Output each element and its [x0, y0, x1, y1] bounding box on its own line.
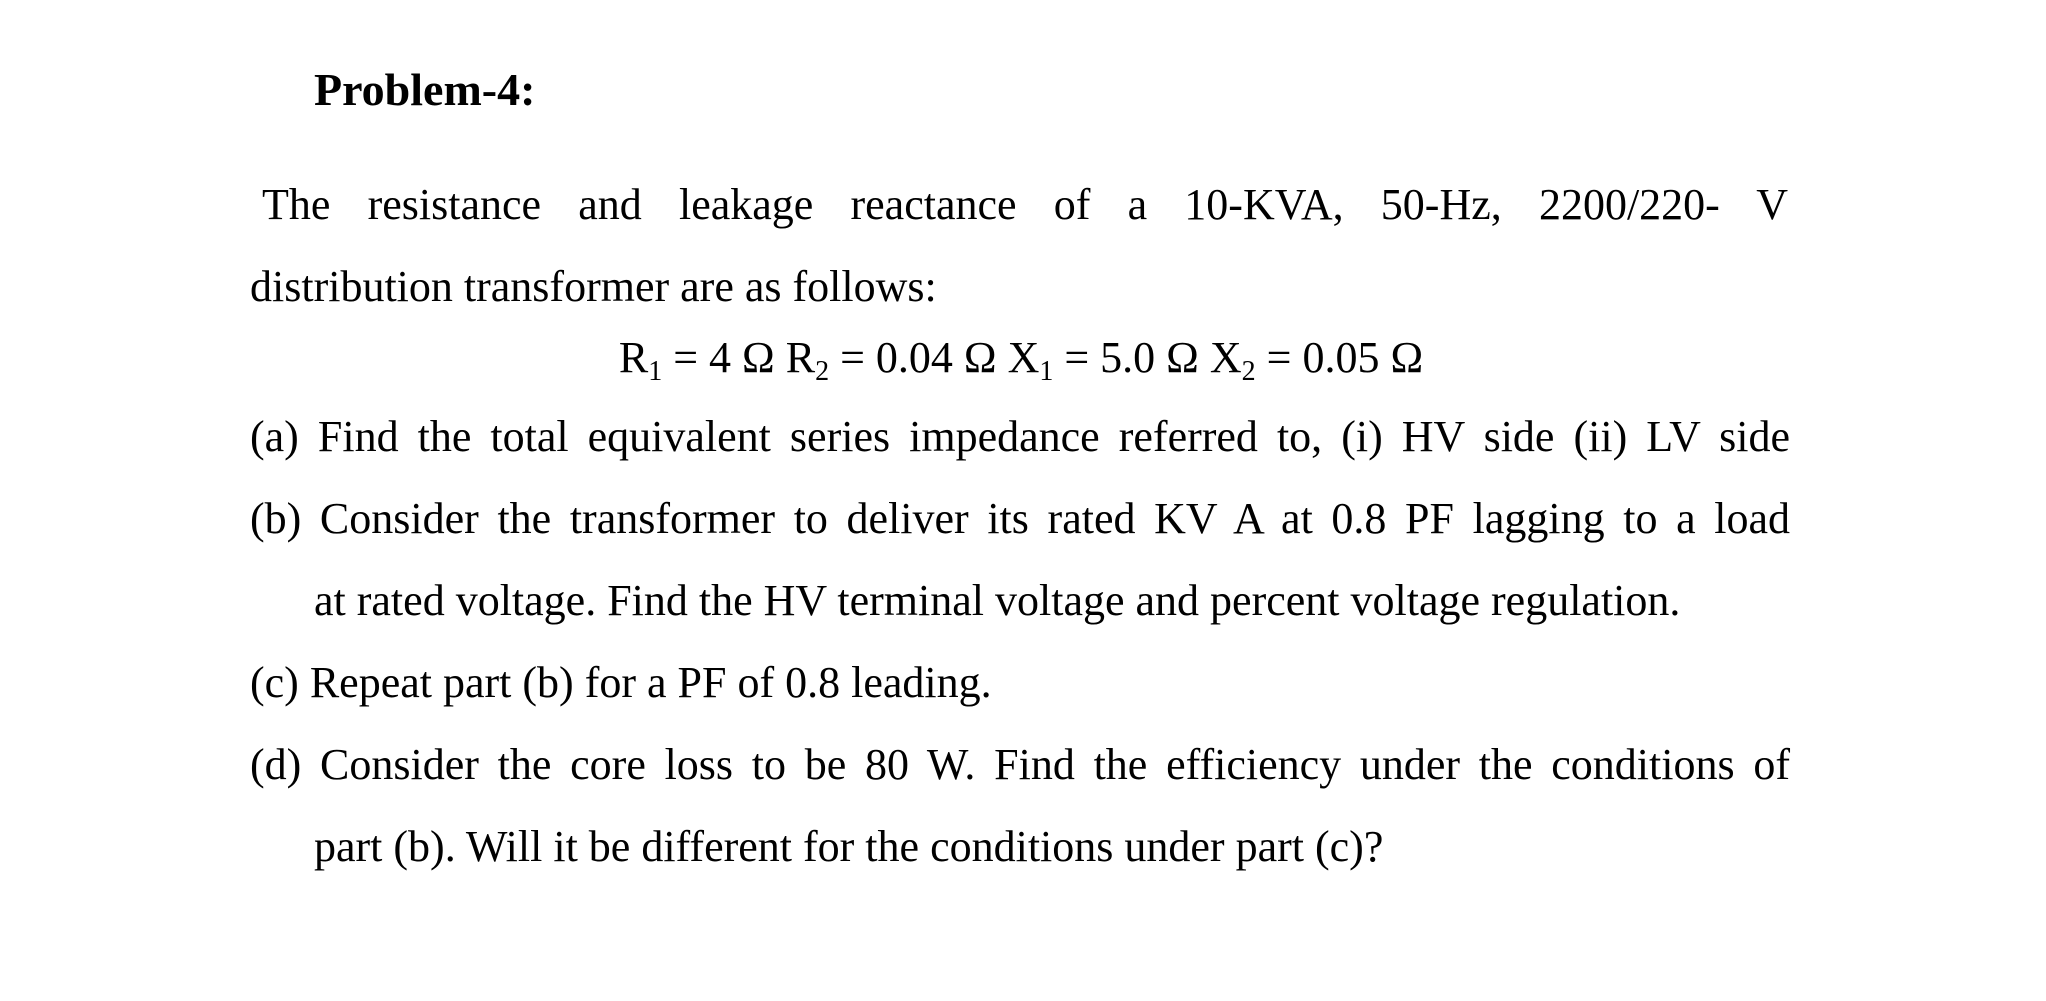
part-d-line-1: (d) Consider the core loss to be 80 W. Find the efficiency under the conditions of	[250, 740, 1790, 789]
intro-line-2: distribution transformer are as follows:	[250, 262, 937, 311]
x2-subscript: 2	[1241, 356, 1256, 387]
x2-symbol: X	[1209, 333, 1242, 382]
r1-term	[619, 328, 786, 388]
r1-symbol: R	[618, 333, 649, 382]
part-b	[250, 478, 1790, 642]
x2-term	[1210, 328, 1423, 388]
r2-value: = 0.04 Ω	[829, 333, 1008, 382]
x1-term	[1008, 328, 1210, 388]
part-b-line-2: at rated voltage. Find the HV terminal voltage and percent voltage regulation.	[314, 576, 1681, 625]
x2-value: = 0.05 Ω	[1255, 333, 1424, 382]
r2-symbol: R	[785, 333, 816, 382]
problem-parts-list	[250, 396, 1790, 888]
r1-value: = 4 Ω	[662, 333, 786, 382]
x1-symbol: X	[1007, 333, 1040, 382]
part-c-line-1: (c) Repeat part (b) for a PF of 0.8 leading.	[250, 658, 992, 707]
part-d	[250, 724, 1790, 888]
part-d-line-2: part (b). Will it be different for the conditions under part (c)?	[314, 822, 1384, 871]
problem-intro	[250, 164, 1788, 328]
x1-subscript: 1	[1039, 356, 1054, 387]
parameter-equation	[0, 328, 2046, 388]
r2-subscript: 2	[815, 356, 830, 387]
r1-subscript: 1	[648, 356, 663, 387]
problem-heading: Problem-4:	[314, 64, 536, 115]
intro-line-1: The resistance and leakage reactance of a 10-KVA, 50-Hz, 2200/220- V	[262, 180, 1788, 229]
x1-value: = 5.0 Ω	[1053, 333, 1210, 382]
r2-term	[786, 328, 1008, 388]
part-c	[250, 642, 1790, 724]
part-b-line-1: (b) Consider the transformer to deliver its rated KV A at 0.8 PF lagging to a load	[250, 494, 1790, 543]
part-a-line-1: (a) Find the total equivalent series impedance referred to, (i) HV side (ii) LV side	[250, 412, 1790, 461]
part-a	[250, 396, 1790, 478]
